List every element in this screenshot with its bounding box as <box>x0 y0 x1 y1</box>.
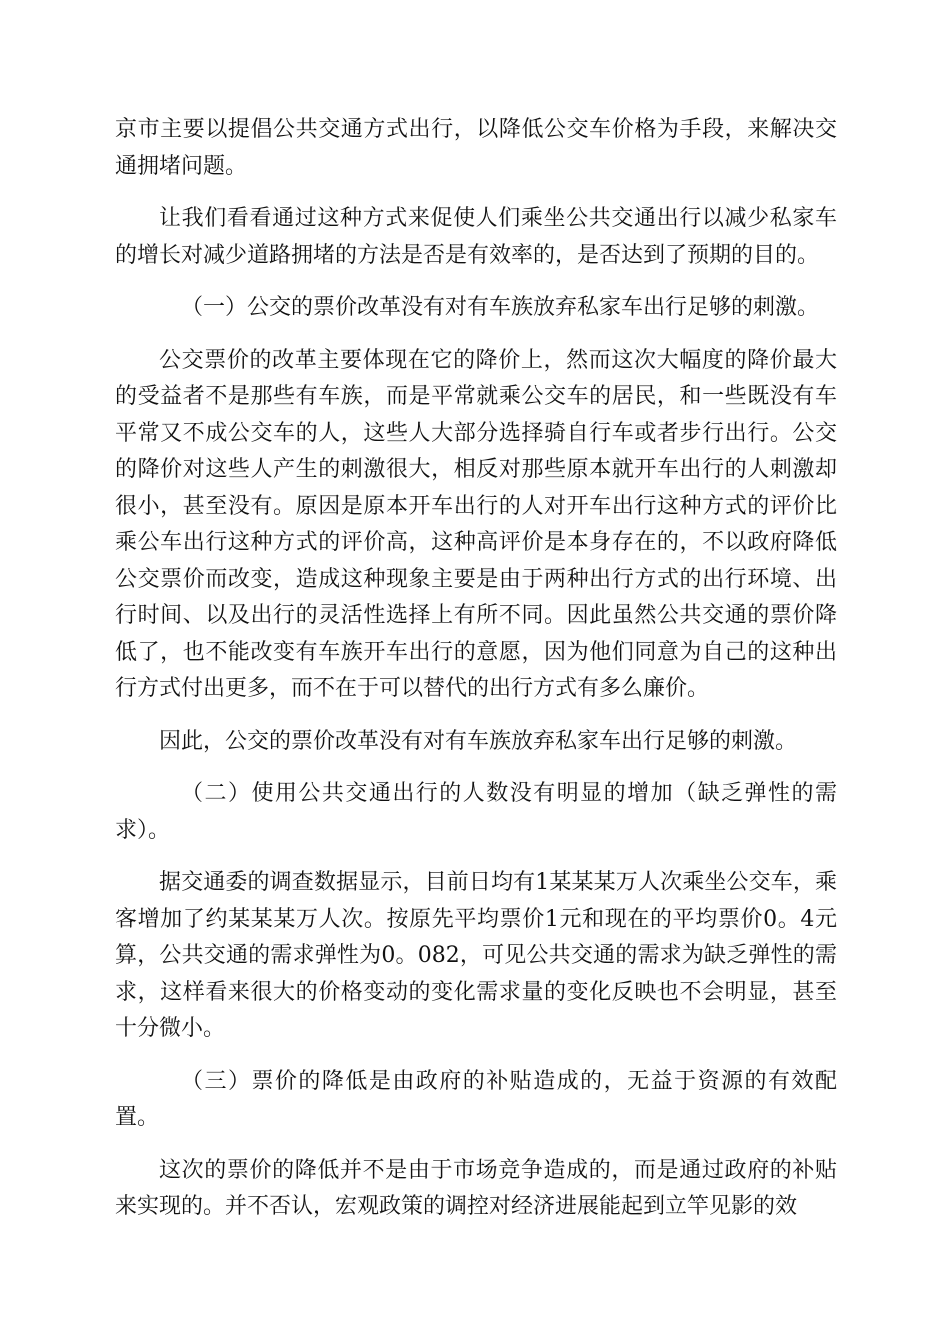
paragraph: 据交通委的调查数据显示，目前日均有1某某某万人次乘坐公交车，乘客增加了约某某某万人次。按原先平均票价1元和现在的平均票价0。4元算，公共交通的需求弹性为0。082，可见公共交通的需求为缺乏弹性的需求，这样看来很大的价格变动的变化需求量的变化反映也不会明显，甚至十分微小。 <box>115 870 837 1041</box>
document-body <box>115 112 837 1242</box>
paragraph: 让我们看看通过这种方式来促使人们乘坐公共交通出行以减少私家车的增长对减少道路拥堵的方法是否是有效率的，是否达到了预期的目的。 <box>115 206 837 268</box>
paragraph: 因此，公交的票价改革没有对有车族放弃私家车出行足够的刺激。 <box>159 728 798 754</box>
paragraph: 公交票价的改革主要体现在它的降价上，然而这次大幅度的降价最大的受益者不是那些有车族，而是平常就乘公交车的居民，和一些既没有车平常又不成公交车的人，这些人大部分选择骑自行车或者步行出行。公交的降价对这些人产生的刺激很大，相反对那些原本就开车出行的人刺激却很小，甚至没有。原因是原本开车出行的人对开车出行这种方式的评价比乘公车出行这种方式的评价高，这种高评价是本身存在的，不以政府降低公交票价而改变，造成这种现象主要是由于两种出行方式的出行环境、出行时间、以及出行的灵活性选择上有所不同。因此虽然公共交通的票价降低了，也不能改变有车族开车出行的意愿，因为他们同意为自己的这种出行方式付出更多，而不在于可以替代的出行方式有多么廉价。 <box>115 347 837 701</box>
paragraph: 这次的票价的降低并不是由于市场竞争造成的，而是通过政府的补贴来实现的。并不否认，宏观政策的调控对经济进展能起到立竿见影的效 <box>115 1157 837 1219</box>
section-heading-1: （一）公交的票价改革没有对有车族放弃私家车出行足够的刺激。 <box>181 295 820 320</box>
section-heading-2: （二）使用公共交通出行的人数没有明显的增加（缺乏弹性的需求）。 <box>115 781 837 843</box>
section-heading-3: （三）票价的降低是由政府的补贴造成的，无益于资源的有效配置。 <box>115 1068 837 1130</box>
paragraph-continued: 京市主要以提倡公共交通方式出行，以降低公交车价格为手段，来解决交通拥堵问题。 <box>115 117 837 179</box>
